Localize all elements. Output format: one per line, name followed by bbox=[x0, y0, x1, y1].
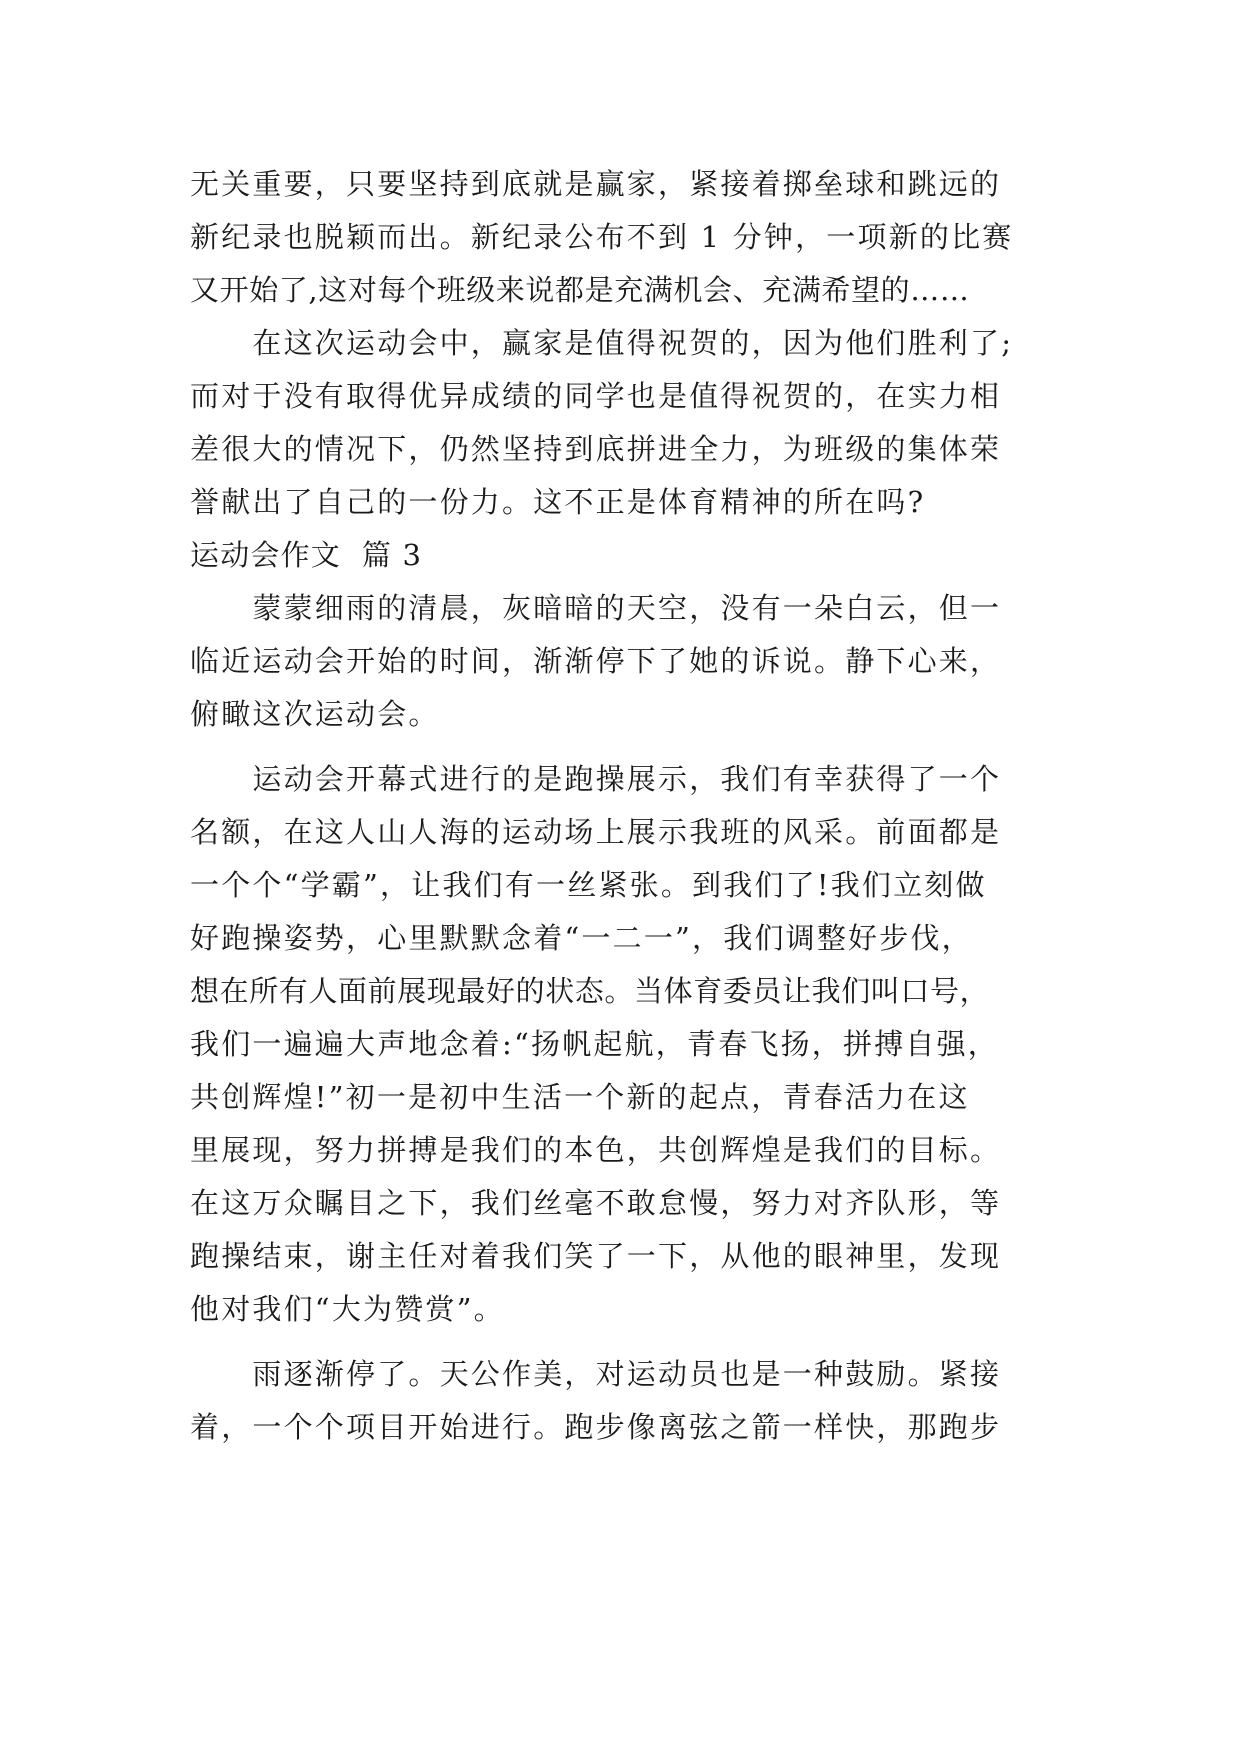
text-line: 好跑操姿势，心里默默念着“一二一”，我们调整好步伐， bbox=[190, 921, 973, 955]
text-line: 着，一个个项目开始进行。跑步像离弦之箭一样快，那跑步 bbox=[190, 1410, 1002, 1444]
essay-body bbox=[190, 158, 1070, 1454]
text-line: 在这万众瞩目之下，我们丝毫不敢怠慢，努力对齐队形，等 bbox=[190, 1186, 1002, 1220]
text-line: 名额，在这人山人海的运动场上展示我班的风采。前面都是 bbox=[190, 815, 1002, 849]
text-line: 运动会开幕式进行的是跑操展示，我们有幸获得了一个 bbox=[190, 762, 1002, 796]
text-line: 他对我们“大为赞赏”。 bbox=[190, 1292, 505, 1326]
text-line: 跑操结束，谢主任对着我们笑了一下，从他的眼神里，发现 bbox=[190, 1239, 1002, 1273]
text-line: 雨逐渐停了。天公作美，对运动员也是一种鼓励。紧接 bbox=[190, 1357, 1002, 1391]
text-line: 又开始了,这对每个班级来说都是充满机会、充满希望的…… bbox=[190, 273, 970, 307]
text-line: 差很大的情况下，仍然坚持到底拼进全力，为班级的集体荣 bbox=[190, 432, 1002, 466]
paragraph-gap bbox=[190, 1336, 1070, 1348]
text-line: 我们一遍遍大声地念着:“扬帆起航，青春飞扬，拼搏自强， bbox=[190, 1027, 999, 1061]
text-line: 无关重要，只要坚持到底就是赢家，紧接着掷垒球和跳远的 bbox=[190, 167, 1002, 201]
text-line: 俯瞰这次运动会。 bbox=[190, 697, 440, 731]
text-line: 而对于没有取得优异成绩的同学也是值得祝贺的，在实力相 bbox=[190, 379, 1002, 413]
section-heading: 运动会作文 篇 3 bbox=[190, 538, 423, 572]
text-line: 一个个“学霸”，让我们有一丝紧张。到我们了!我们立刻做 bbox=[190, 868, 987, 902]
text-line: 共创辉煌!”初一是初中生活一个新的起点，青春活力在这 bbox=[190, 1080, 970, 1114]
text-line: 临近运动会开始的时间，渐渐停下了她的诉说。静下心来， bbox=[190, 644, 1002, 678]
text-line: 想在所有人面前展现最好的状态。当体育委员让我们叫口号， bbox=[190, 974, 990, 1008]
text-line: 蒙蒙细雨的清晨，灰暗暗的天空，没有一朵白云，但一 bbox=[190, 591, 1002, 625]
paragraph-gap bbox=[190, 741, 1070, 753]
text-line: 在这次运动会中，赢家是值得祝贺的，因为他们胜利了; bbox=[190, 326, 1014, 360]
text-line: 新纪录也脱颖而出。新纪录公布不到 1 分钟，一项新的比赛 bbox=[190, 220, 1014, 254]
text-line: 里展现，努力拼搏是我们的本色，共创辉煌是我们的目标。 bbox=[190, 1133, 1002, 1167]
text-line: 誉献出了自己的一份力。这不正是体育精神的所在吗? bbox=[190, 485, 926, 519]
